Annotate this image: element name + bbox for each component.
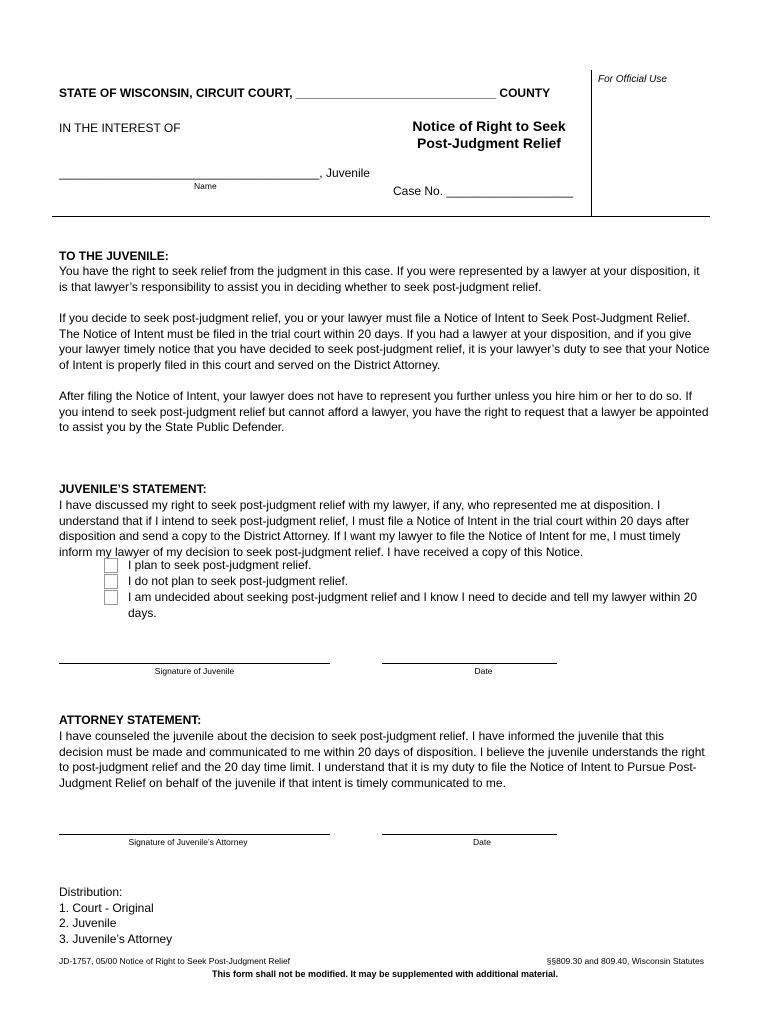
interest-of-label: IN THE INTEREST OF — [59, 121, 181, 135]
form-title — [388, 118, 590, 152]
form-title-line1: Notice of Right to Seek — [412, 118, 566, 134]
attorney-date-label: Date — [473, 837, 491, 847]
juvenile-statement-text: I have discussed my right to seek post-judgment relief with my lawyer, if any, who represented me at disposition. I understand that if I intend to seek post-judgment relief, I must file a Notice of Intent in the trial court within 20 days after disposition and send a copy to the District Attorney. If I want my lawyer to file the Notice of Intent for me, I must timely inform my lawyer of my decision to seek post-judgment relief. I have received a copy of this Notice. — [59, 498, 690, 559]
distribution-item: 3. Juvenile’s Attorney — [59, 932, 173, 946]
case-number-field: Case No. ___________________ — [393, 184, 574, 198]
distribution-item: 2. Juvenile — [59, 916, 117, 930]
form-title-line2: Post-Judgment Relief — [417, 135, 561, 151]
attorney-date-line[interactable] — [382, 834, 557, 835]
juvenile-name-field: _______________________________________, Juvenile — [59, 166, 370, 180]
attorney-statement-text: I have counseled the juvenile about the decision to seek post-judgment relief. I have informed the juvenile that this decision must be made and communicated to me within 20 days of disposition. I believe the juvenile understands the right to post-judgment relief and the 20 day time limit. I understand that it is my duty to file the Notice of Intent to Pursue Post-Judgment Relief on behalf of the juvenile if that intent is timely communicated to me. — [59, 729, 705, 790]
juvenile-signature-label: Signature of Juvenile — [154, 666, 235, 676]
statutes-reference: §§809.30 and 809.40, Wisconsin Statutes — [546, 956, 704, 966]
to-juvenile-paragraph-3: After filing the Notice of Intent, your lawyer does not have to represent you further unless you hire him or her to do so. If you intend to seek post-judgment relief but cannot afford a lawyer, you have the right to request that a lawyer be appointed to assist you by the State Public Defender. — [59, 389, 709, 434]
option-not-plan-label: I do not plan to seek post-judgment relief. — [128, 574, 349, 588]
juvenile-statement-heading: JUVENILE’S STATEMENT: — [59, 482, 207, 496]
option-plan-label: I plan to seek post-judgment relief. — [128, 558, 312, 572]
header-bottom-rule — [52, 216, 710, 217]
official-use-label: For Official Use — [598, 74, 667, 85]
name-caption: Name — [194, 181, 217, 191]
option-undecided-label: I am undecided about seeking post-judgment relief and I know I need to decide and tell my lawyer within 20 days. — [128, 590, 698, 620]
court-line: STATE OF WISCONSIN, CIRCUIT COURT, ______________________________ COUNTY — [59, 86, 551, 100]
juvenile-date-label: Date — [474, 666, 493, 676]
attorney-signature-line[interactable] — [59, 834, 330, 835]
form-id: JD-1757, 05/00 Notice of Right to Seek Post-Judgment Relief — [59, 956, 291, 966]
option-not-plan-checkbox[interactable] — [104, 574, 118, 589]
official-use-divider — [591, 70, 592, 216]
to-juvenile-paragraph-2: If you decide to seek post-judgment relief, you or your lawyer must file a Notice of Intent to Seek Post-Judgment Relief. The Notice of Intent must be filed in the trial court within 20 days. If you had a lawyer at your disposition, and if you give your lawyer timely notice that you have decided to seek post-judgment relief, it is your lawyer’s duty to see that your Notice of Intent is properly filed in this court and served on the District Attorney. — [59, 311, 710, 372]
distribution-item: 1. Court - Original — [59, 901, 154, 915]
to-juvenile-paragraph-1: You have the right to seek relief from the judgment in this case. If you were represented by a lawyer at your disposition, it is that lawyer’s responsibility to assist you in deciding whether to seek post-judgment relief. — [59, 264, 700, 294]
attorney-statement-heading: ATTORNEY STATEMENT: — [59, 713, 202, 727]
option-plan-checkbox[interactable] — [104, 558, 118, 573]
attorney-signature-label: Signature of Juvenile’s Attorney — [128, 837, 248, 847]
to-juvenile-heading: TO THE JUVENILE: — [59, 249, 169, 263]
modification-notice: This form shall not be modified. It may be supplemented with additional material. — [211, 969, 559, 979]
juvenile-signature-line[interactable] — [59, 663, 330, 664]
distribution-heading: Distribution: — [59, 885, 123, 899]
option-undecided-checkbox[interactable] — [104, 590, 118, 605]
juvenile-date-line[interactable] — [382, 663, 557, 664]
